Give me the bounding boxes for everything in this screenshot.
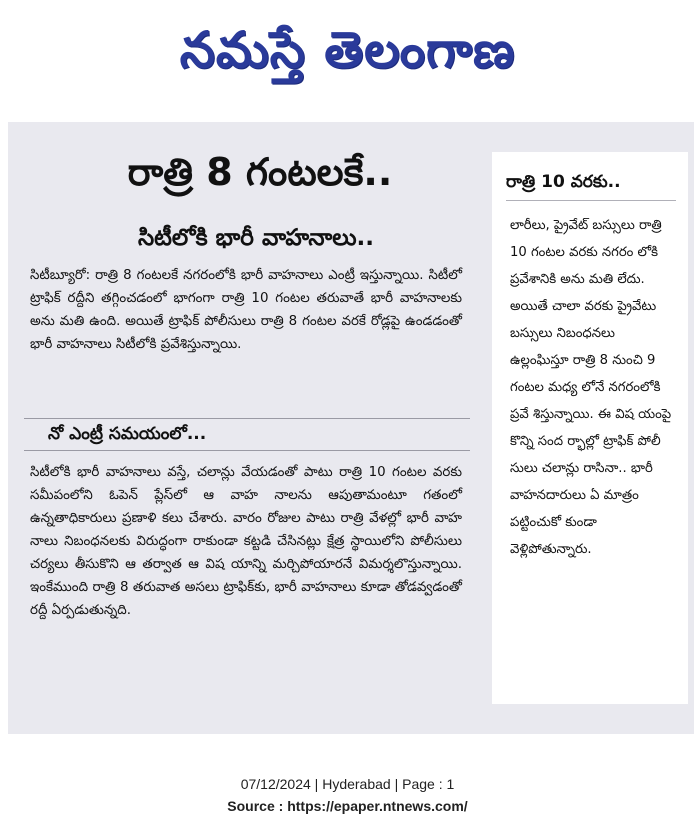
section-heading: నో ఎంట్రీ సమయంలో...: [48, 424, 207, 444]
sidebar-box: [492, 152, 688, 704]
footer-date-page: 07/12/2024 | Hyderabad | Page : 1: [240, 776, 455, 792]
newspaper-logo: నమస్తే తెలంగాణ: [179, 20, 516, 79]
sidebar-text: లారీలు, ప్రైవేట్ బస్సులు రాత్రి 10 గంటల వరకు నగరం లోకి ప్రవేశానికి అను మతి లేదు. అయితే చాలా వరకు ప్రైవేటు బస్సులు నిబంధనలు ఉల్లంఘిస్తూ రాత్రి 8 నుంచి 9 గంటల మధ్య లోనే నగరంలోకి ప్రవే శిస్తున్నాయి. ఈ విష యంపై కొన్ని సంద ర్భాల్లో ట్రాఫిక్ పోలీ సులు చలాన్లు రాసినా.. భారీ వాహనదారులు ఏ మాత్రం పట్టించుకో కుండా వెళ్లిపోతున్నారు.: [510, 218, 672, 557]
sidebar-divider: [506, 200, 676, 201]
section-divider-bottom: [24, 450, 470, 451]
article-subheadline: సిటీలోకి భారీ వాహనాలు..: [137, 225, 375, 251]
sidebar-heading: రాత్రి 10 వరకు..: [506, 172, 621, 192]
article-headline: రాత్రి 8 గంటలకే..: [127, 150, 393, 194]
article-paragraph-1: సిటీబ్యూరో: రాత్రి 8 గంటలకే నగరంలోకి భారీ వాహనాలు ఎంట్రీ ఇస్తున్నాయి. సిటీలో ట్రాఫిక్ రద్దీని తగ్గించడంలో భాగంగా రాత్రి 10 గంటల తరువాతే భారీ వాహనాలకు అను మతి ఉంది. అయితే ట్రాఫిక్ పోలీసులు రాత్రి 8 గంటల వరకే రోడ్లపై ఉండడంతో భారీ వాహనాలు సిటీలోకి ప్రవేశిస్తున్నాయి.: [30, 268, 462, 352]
article-paragraph-2: సిటీలోకి భారీ వాహనాలు వస్తే, చలాన్లు వేయడంతో పాటు రాత్రి 10 గంటల వరకు సమీపంలోని ఓపెన్ ప్లేస్‌లో ఆ వాహ నాలను ఆపుతామంటూ గతంలో ఉన్నతాధికారులు ప్రణాళి కలు చేశారు. వారం రోజుల పాటు రాత్రి వేళల్లో భారీ వాహ నాలు నిబంధనలకు విరుద్ధంగా రాకుండా కట్టడి చేసినట్లు క్షేత్ర స్థాయిలోని పోలీసులు చర్యలు తీసుకొని ఆ తర్వాత ఆ విష యాన్ని మర్చిపోయారనే విమర్శలొస్తున్నాయి. ఇంకేముంది రాత్రి 8 తరువాత అసలు ట్రాఫిక్‌కు, భారీ వాహనాలు కూడా తోడవ్వడంతో రద్దీ ఏర్పడుతున్నది.: [30, 465, 462, 618]
masthead: [0, 0, 695, 112]
footer-source: Source : https://epaper.ntnews.com/: [227, 798, 468, 814]
section-divider-top: [24, 418, 470, 419]
